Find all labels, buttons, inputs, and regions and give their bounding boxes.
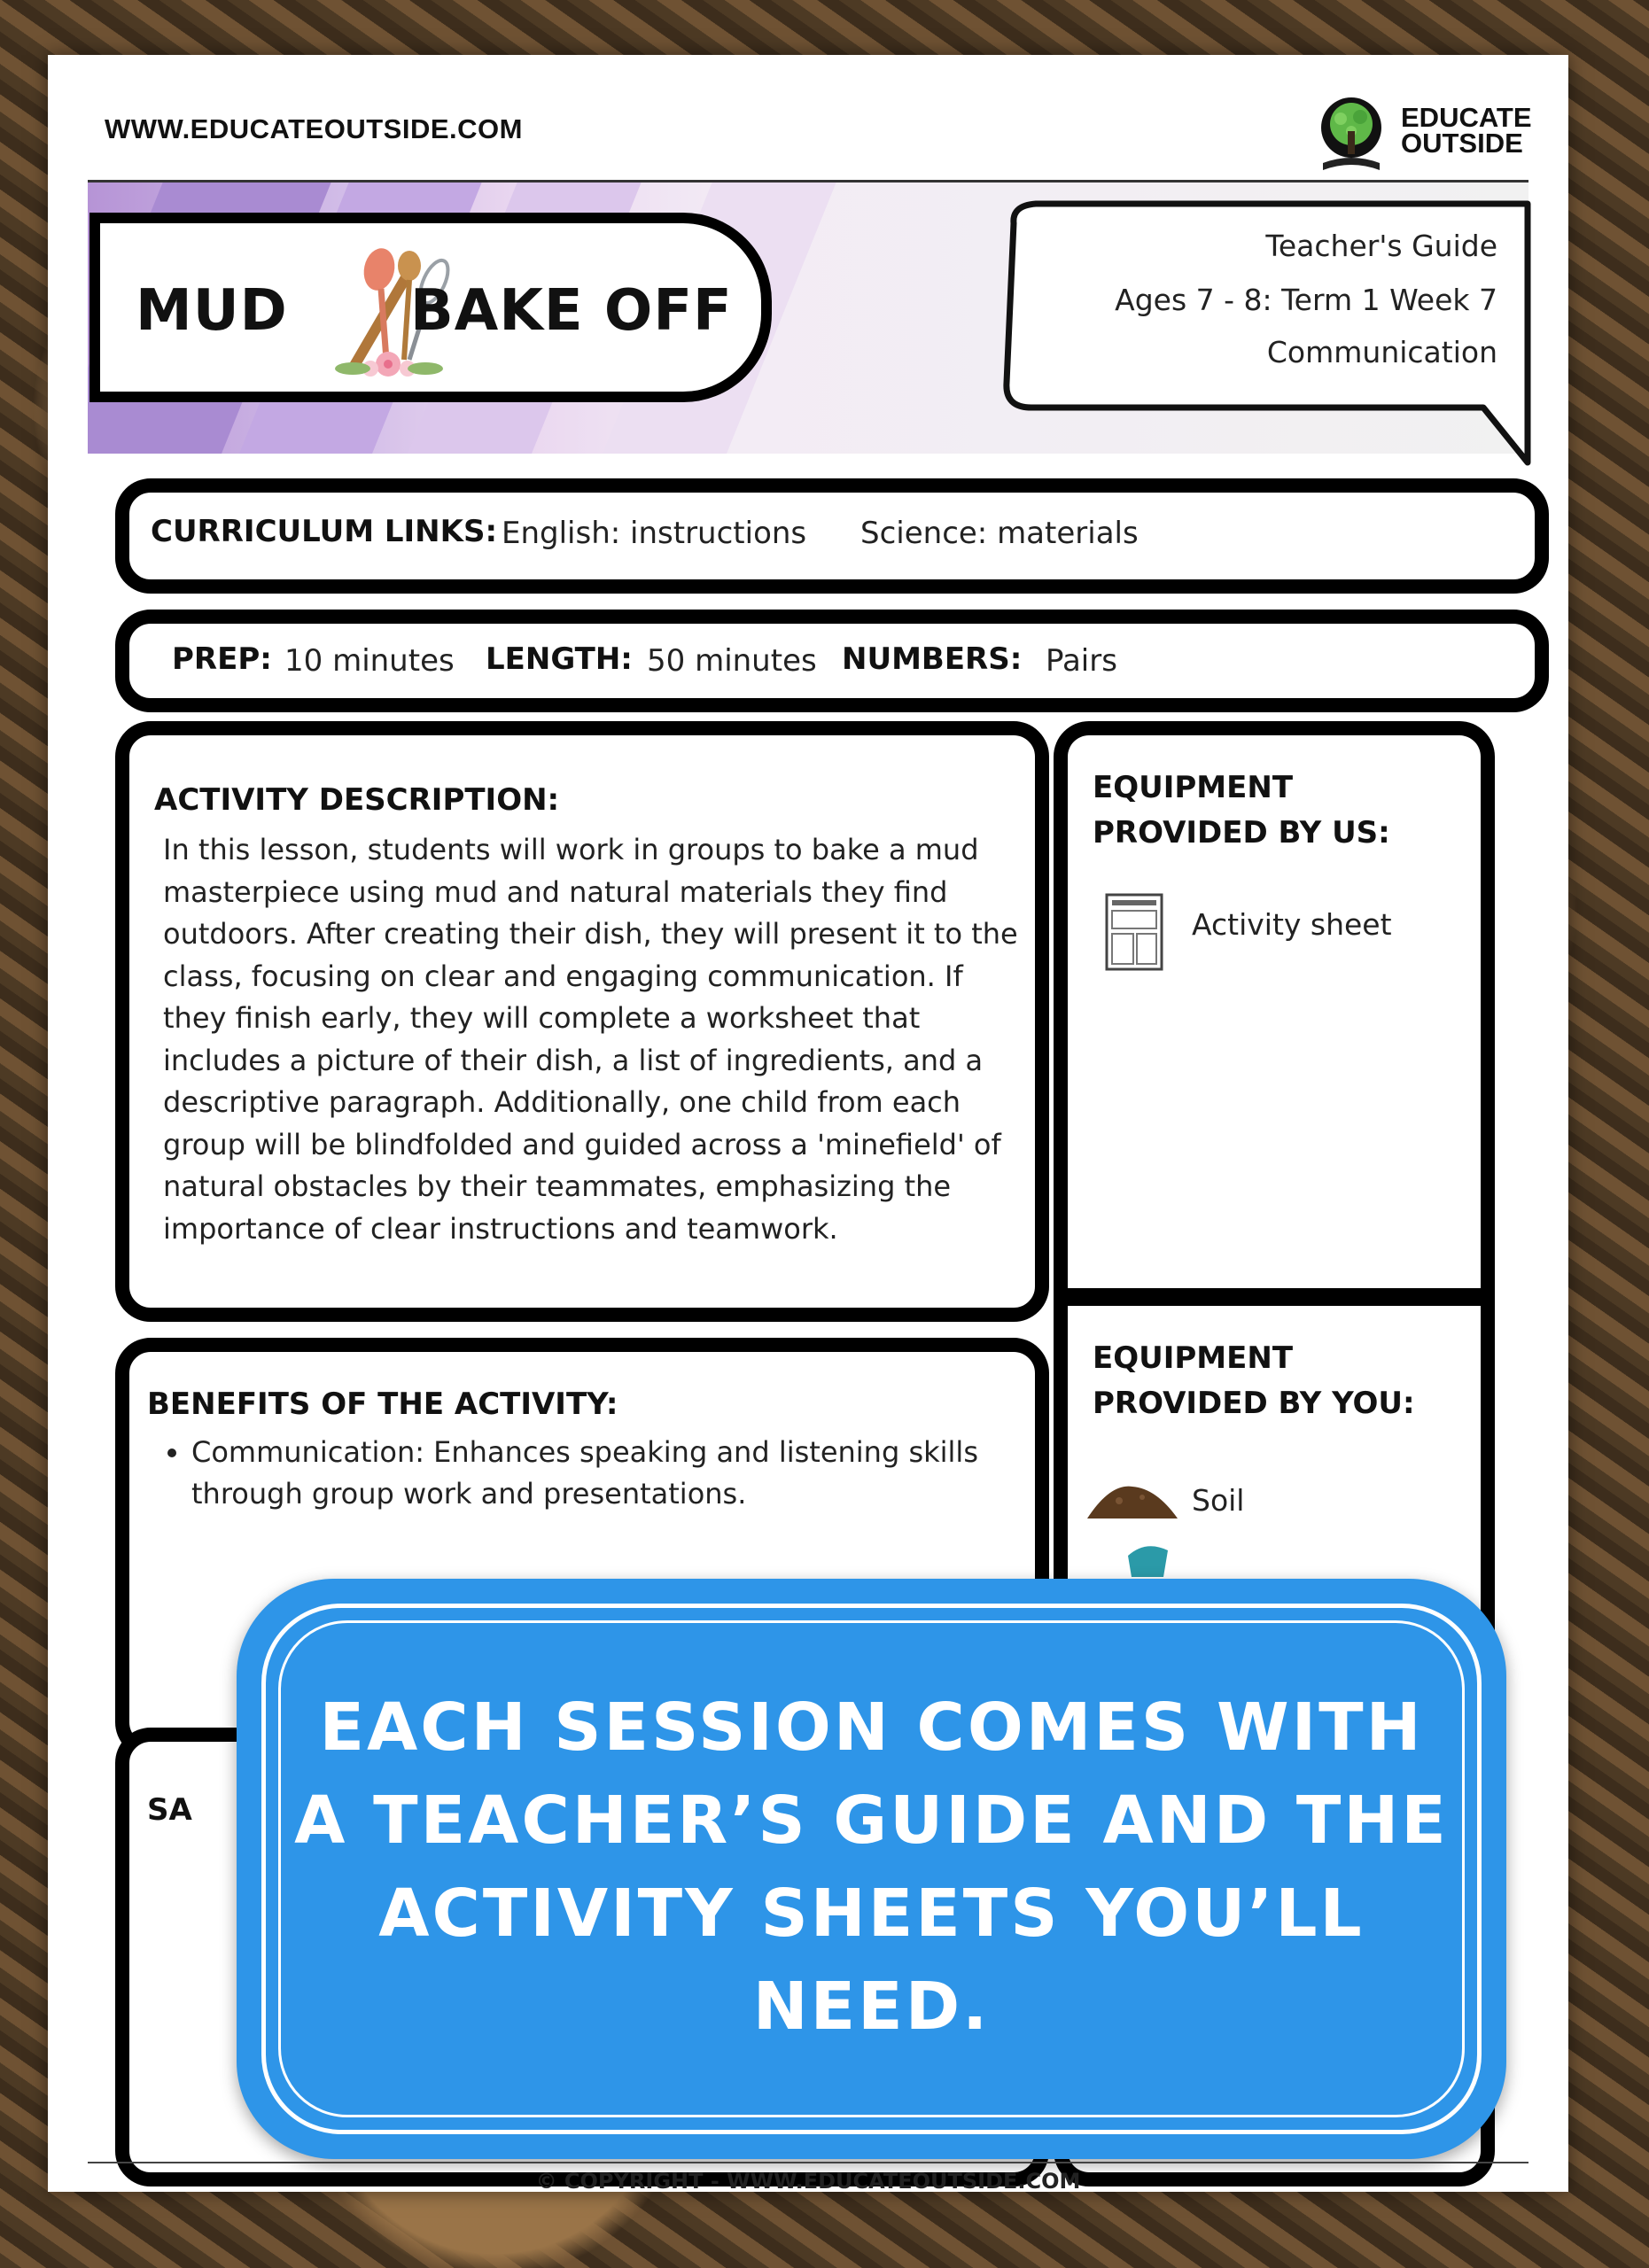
activity-sheet-icon: [1105, 893, 1163, 971]
activity-line: includes a picture of their dish, a list of ingredients, and a: [163, 1043, 984, 1077]
tree-book-icon: [1311, 92, 1396, 177]
logistics-box: [115, 610, 1549, 712]
worksheet-page: [48, 55, 1568, 2192]
title-part-1: MUD: [136, 278, 288, 344]
overlay-line: EACH SESSION COMES WITH: [319, 1689, 1424, 1766]
length-value: 50 minutes: [647, 643, 817, 679]
guide-ages-term: Ages 7 - 8: Term 1 Week 7: [1115, 283, 1497, 317]
activity-line: group will be blindfolded and guided across a 'minefield' of: [163, 1127, 1001, 1161]
curriculum-link-english: English: instructions: [502, 516, 807, 551]
activity-line: class, focusing on clear and engaging communication. If: [163, 959, 963, 993]
benefits-heading: BENEFITS OF THE ACTIVITY:: [147, 1386, 618, 1422]
curriculum-links-box: [115, 478, 1549, 594]
activity-text: [163, 829, 1018, 1250]
logo-line-2: OUTSIDE: [1401, 128, 1523, 159]
activity-line: outdoors. After creating their dish, they will present it to the: [163, 917, 1018, 951]
activity-line: In this lesson, students will work in groups to bake a mud: [163, 833, 979, 866]
guide-theme: Communication: [1266, 335, 1497, 369]
website-url[interactable]: WWW.EDUCATEOUTSIDE.COM: [105, 113, 523, 144]
equipment-us-item: Activity sheet: [1192, 907, 1392, 942]
educate-outside-logo: [1311, 92, 1532, 177]
equipment-us-heading-line: PROVIDED BY US:: [1093, 815, 1390, 850]
logo-line-1: EDUCATE: [1401, 102, 1532, 133]
benefit-item: [191, 1432, 978, 1515]
activity-description-box: [115, 721, 1049, 1322]
safety-heading: SA: [147, 1792, 192, 1828]
activity-line: importance of clear instructions and teamwork.: [163, 1211, 838, 1246]
equipment-you-heading-line: PROVIDED BY YOU:: [1093, 1386, 1415, 1421]
prep-label: PREP:: [172, 641, 272, 677]
guide-type: Teacher's Guide: [1265, 229, 1497, 263]
activity-line: they finish early, they will complete a worksheet that: [163, 1001, 921, 1035]
numbers-value: Pairs: [1046, 643, 1117, 679]
activity-heading: ACTIVITY DESCRIPTION:: [154, 782, 560, 818]
overlay-line: NEED.: [752, 1969, 991, 2045]
copyright-footer: © COPYRIGHT - WWW.EDUCATEOUTSIDE.COM: [535, 2169, 1081, 2194]
bottom-rule: [88, 2162, 1528, 2163]
equipment-you-heading-line: EQUIPMENT: [1093, 1340, 1294, 1376]
promo-overlay-banner: [237, 1579, 1506, 2159]
benefit-line: through group work and presentations.: [191, 1477, 747, 1511]
prep-value: 10 minutes: [284, 643, 455, 679]
equipment-us-box: [1054, 721, 1495, 1297]
title-part-2: BAKE OFF: [410, 278, 733, 344]
activity-line: natural obstacles by their teammates, emphasizing the: [163, 1169, 952, 1203]
soil-icon: [1084, 1480, 1181, 1524]
overlay-message: [237, 1682, 1506, 2054]
benefits-list: [154, 1432, 978, 1515]
activity-line: descriptive paragraph. Additionally, one child from each: [163, 1085, 961, 1119]
equipment-us-heading: [1093, 765, 1390, 856]
activity-line: masterpiece using mud and natural materials they find: [163, 874, 948, 909]
curriculum-link-science: Science: materials: [860, 516, 1139, 551]
benefit-line: Communication: Enhances speaking and listening skills: [191, 1435, 978, 1469]
title-box: [89, 213, 772, 402]
length-label: LENGTH:: [486, 641, 633, 677]
numbers-label: NUMBERS:: [842, 641, 1023, 677]
curriculum-label: CURRICULUM LINKS:: [151, 514, 498, 549]
equipment-you-heading: [1093, 1336, 1415, 1426]
overlay-line: A TEACHER’S GUIDE AND THE: [294, 1783, 1449, 1859]
watering-can-icon: [1119, 1538, 1181, 1582]
overlay-line: ACTIVITY SHEETS YOU’LL: [378, 1876, 1365, 1952]
equipment-us-heading-line: EQUIPMENT: [1093, 770, 1294, 805]
equipment-you-item: Soil: [1192, 1483, 1245, 1518]
